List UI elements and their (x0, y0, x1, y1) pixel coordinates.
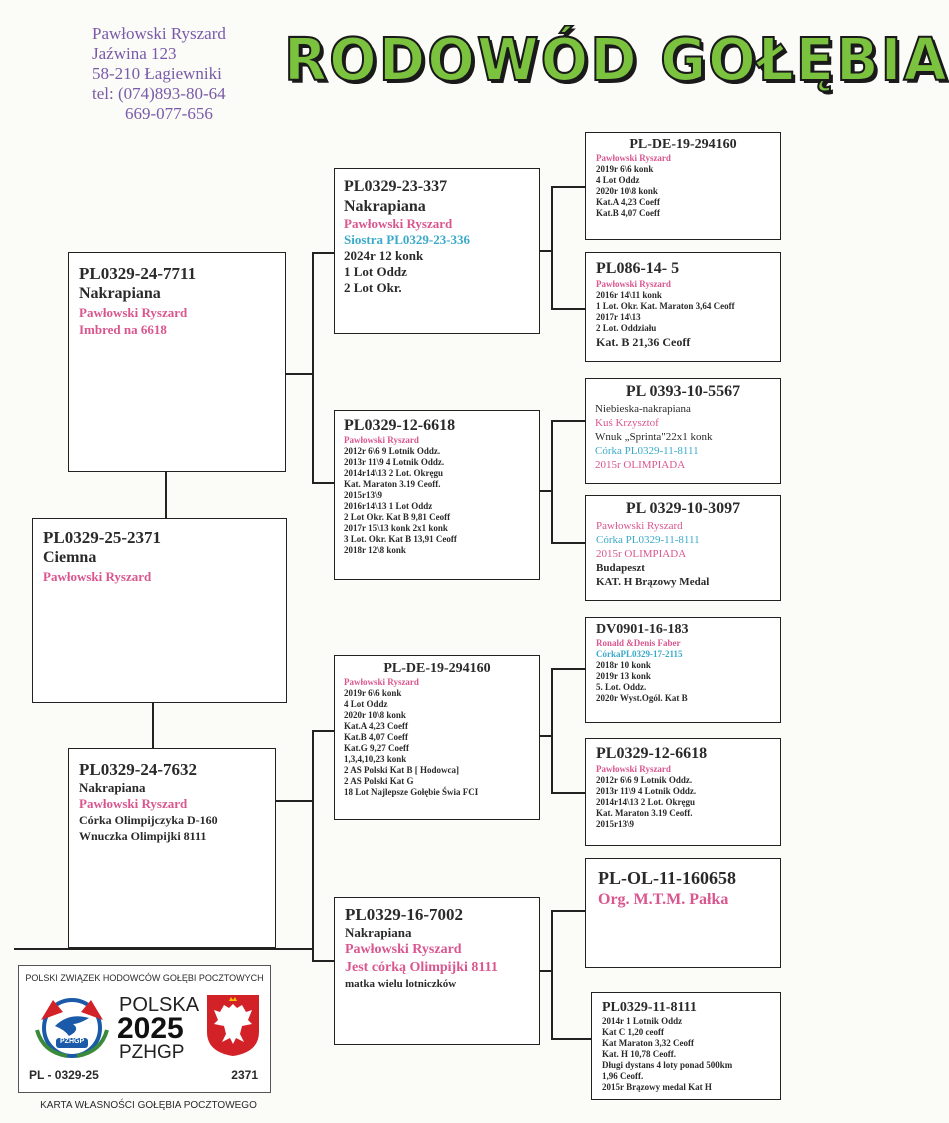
mmm-line: Kat. H 10,78 Ceoff. (602, 1049, 676, 1059)
eagle-emblem (204, 992, 262, 1058)
mf-line: 2020r 10\8 konk (344, 710, 406, 720)
ff-owner: Pawłowski Ryszard (344, 216, 453, 231)
connector (551, 668, 585, 670)
fmf-box (585, 378, 781, 484)
fm-line: 2016r14\13 1 Lot Oddz (344, 501, 433, 511)
fm-owner: Pawłowski Ryszard (344, 435, 419, 445)
mmm-line: Kat Maraton 3,32 Ceoff (602, 1038, 694, 1048)
mff-daughter: CórkaPL0329-17-2115 (596, 649, 683, 659)
ffm-big: Kat. B 21,36 Ceoff (596, 335, 691, 349)
owner-city: 58-210 Łagiewniki (92, 64, 222, 83)
fm-line: 2014r14\13 2 Lot. Okręgu (344, 468, 443, 478)
fmm-olymp: 2015r OLIMPIADA (596, 548, 687, 560)
pzhgp-logo-icon (29, 990, 115, 1062)
fm-line: 2015r13\9 (344, 490, 382, 500)
mmm-line: 1,96 Ceoff. (602, 1071, 644, 1081)
fmf-note: Wnuk „Sprinta"22x1 konk (595, 431, 713, 443)
mfm-line: 2014r14\13 2 Lot. Okręgu (596, 797, 695, 807)
mm-note: Jest córką Olimpijki 8111 (345, 960, 498, 975)
connector (285, 373, 313, 375)
ffm-ring: PL086-14- 5 (596, 260, 680, 277)
ffm-line: 2017r 14\13 (596, 312, 641, 322)
card-ring-left: PL - 0329-25 (29, 1068, 99, 1082)
fmm-medal: KAT. H Brązowy Medal (596, 576, 710, 588)
father-color: Nakrapiana (79, 285, 161, 302)
mf-line: 2 AS Polski Kat B [ Hodowca] (344, 765, 460, 775)
card-ring-right: 2371 (231, 1068, 258, 1082)
mff-line: 2019r 13 konk (596, 671, 651, 681)
mmf-box (585, 858, 781, 968)
connector (312, 730, 334, 732)
mff-ring: DV0901-16-183 (596, 622, 689, 637)
fff-line: Kat.B 4,07 Coeff (596, 208, 660, 218)
connector (312, 252, 334, 254)
fm-box (334, 410, 540, 580)
fmf-olymp: 2015r OLIMPIADA (595, 459, 686, 471)
mmm-line: Kat C 1,20 ceoff (602, 1027, 664, 1037)
fmm-daughter: Córka PL0329-11-8111 (596, 534, 700, 546)
fff-line: 4 Lot Oddz (596, 175, 640, 185)
connector (551, 542, 585, 544)
connector (551, 910, 585, 912)
mfm-line: Kat. Maraton 3.19 Ceoff. (596, 808, 693, 818)
mmf-owner: Org. M.T.M. Pałka (598, 891, 729, 908)
mfm-owner: Pawłowski Ryszard (596, 764, 671, 774)
connector (312, 482, 334, 484)
ff-ring: PL0329-23-337 (344, 178, 448, 195)
ownership-card (18, 965, 271, 1093)
mf-line: 2 AS Polski Kat G (344, 776, 414, 786)
fff-owner: Pawłowski Ryszard (596, 153, 671, 163)
connector (551, 1038, 591, 1040)
fmf-color: Niebieska-nakrapiana (595, 403, 691, 415)
mff-line: 2020r Wyst.Ogól. Kat B (596, 693, 688, 703)
mm-color: Nakrapiana (345, 925, 412, 940)
mmm-line: Długi dystans 4 loty ponad 500km (602, 1060, 733, 1070)
bird-color: Ciemna (43, 549, 97, 566)
connector (312, 960, 334, 962)
mmm-line: 2014r 1 Lotnik Oddz (602, 1016, 683, 1026)
mf-line: Kat.B 4,07 Coeff (344, 732, 408, 742)
fm-line: 2018r 12\8 konk (344, 545, 406, 555)
mfm-line: 2012r 6\6 9 Lotnik Oddz. (596, 775, 693, 785)
connector (551, 668, 553, 792)
mmm-box (591, 992, 781, 1100)
ff-line: 2 Lot Okr. (344, 280, 402, 295)
mm-note2: matka wielu lotniczków (345, 978, 457, 990)
card-year: 2025 (117, 1012, 184, 1045)
connector (165, 470, 167, 518)
father-note: Imbred na 6618 (79, 322, 167, 337)
ffm-owner: Pawłowski Ryszard (596, 279, 671, 289)
ff-color: Nakrapiana (344, 198, 426, 215)
bird-box (32, 518, 287, 703)
fmm-box (585, 495, 781, 601)
logo-text: PZHGP (60, 1038, 85, 1045)
bird-ring: PL0329-25-2371 (43, 528, 162, 547)
father-owner: Pawłowski Ryszard (79, 305, 188, 320)
mf-line: Kat.G 9,27 Coeff (344, 743, 409, 753)
ffm-line: 1 Lot. Okr. Kat. Maraton 3,64 Ceoff (596, 301, 735, 311)
card-org: PZHGP (119, 1042, 185, 1063)
fm-line: 3 Lot. Okr. Kat B 13,91 Ceoff (344, 534, 457, 544)
mm-box (334, 897, 540, 1045)
mfm-box (585, 738, 781, 846)
mf-owner: Pawłowski Ryszard (344, 677, 419, 687)
mff-owner: Ronald &Denis Faber (596, 638, 681, 648)
fff-line: 2020r 10\8 konk (596, 186, 658, 196)
fff-ring: PL-DE-19-294160 (629, 137, 737, 152)
mother-note1: Córka Olimpijczyka D-160 (79, 813, 218, 827)
mf-line: 4 Lot Oddz (344, 699, 388, 709)
connector (312, 730, 314, 960)
mother-box (68, 748, 276, 948)
bird-owner: Pawłowski Ryszard (43, 569, 152, 584)
connector (275, 800, 313, 802)
connector (551, 186, 585, 188)
mmf-ring: PL-OL-11-160658 (598, 868, 736, 888)
fm-line: 2012r 6\6 9 Lotnik Oddz. (344, 446, 441, 456)
mf-ring: PL-DE-19-294160 (383, 661, 491, 676)
mff-box (585, 617, 781, 723)
connector (551, 308, 585, 310)
ff-sibling: Siostra PL0329-23-336 (344, 232, 471, 247)
mfm-line: 2015r13\9 (596, 819, 634, 829)
mfm-ring: PL0329-12-6618 (596, 745, 708, 762)
connector (551, 910, 553, 1038)
owner-address: Jaźwina 123 (92, 44, 177, 63)
fm-line: Kat. Maraton 3.19 Ceoff. (344, 479, 441, 489)
owner-phone2: 669-077-656 (125, 104, 213, 123)
fm-line: 2 Lot Okr. Kat B 9,81 Ceoff (344, 512, 451, 522)
mother-color: Nakrapiana (79, 780, 146, 795)
fm-line: 2017r 15\13 konk 2x1 konk (344, 523, 448, 533)
fmf-ring: PL 0393-10-5567 (625, 383, 741, 400)
mf-box (334, 655, 540, 820)
connector (551, 792, 585, 794)
ff-line: 2024r 12 konk (344, 248, 424, 263)
card-header: POLSKI ZWIĄZEK HODOWCÓW GOŁĘBI POCZTOWYCH (25, 973, 264, 983)
connector (312, 252, 314, 482)
father-ring: PL0329-24-7711 (79, 264, 197, 283)
mff-line: 2018r 10 konk (596, 660, 651, 670)
mff-line: 5. Lot. Oddz. (596, 682, 647, 692)
fm-ring: PL0329-12-6618 (344, 417, 456, 434)
mm-ring: PL0329-16-7002 (345, 905, 464, 924)
card-country: POLSKA (119, 994, 200, 1016)
owner-name: Pawłowski Ryszard (92, 24, 226, 43)
divider-line (14, 948, 312, 950)
mfm-line: 2013r 11\9 4 Lotnik Oddz. (596, 786, 697, 796)
polish-eagle-icon (204, 992, 262, 1058)
connector (152, 700, 154, 748)
mmm-ring: PL0329-11-8111 (602, 1000, 697, 1015)
fmm-owner: Pawłowski Ryszard (596, 520, 683, 532)
owner-phone: tel: (074)893-80-64 (92, 84, 226, 103)
ff-line: 1 Lot Oddz (344, 264, 407, 279)
fmm-city: Budapeszt (596, 562, 645, 574)
ffm-box (585, 252, 781, 362)
fmf-owner: Kuś Krzysztof (595, 417, 659, 429)
page-title: RODOWÓD GOŁĘBIA (284, 26, 949, 95)
mf-line: Kat.A 4,23 Coeff (344, 721, 408, 731)
ff-box (334, 168, 540, 334)
ffm-line: 2016r 14\11 konk (596, 290, 662, 300)
connector (551, 420, 553, 542)
fmf-daughter: Córka PL0329-11-8111 (595, 445, 699, 457)
connector (551, 186, 553, 308)
fff-line: Kat.A 4,23 Coeff (596, 197, 660, 207)
owner-block (92, 24, 226, 124)
mf-line: 1,3,4,10,23 konk (344, 754, 407, 764)
mother-note2: Wnuczka Olimpijki 8111 (79, 829, 207, 843)
fmm-ring: PL 0329-10-3097 (625, 500, 741, 517)
mf-line: 2019r 6\6 konk (344, 688, 402, 698)
ffm-line: 2 Lot. Oddziału (596, 323, 657, 333)
mmm-line: 2015r Brązowy medal Kat H (602, 1082, 712, 1092)
mm-owner: Pawłowski Ryszard (345, 942, 462, 957)
fff-line: 2019r 6\6 konk (596, 164, 654, 174)
fm-line: 2013r 11\9 4 Lotnik Oddz. (344, 457, 445, 467)
mother-ring: PL0329-24-7632 (79, 760, 198, 779)
mf-line: 18 Lot Najlepsze Gołębie Świa FCI (344, 787, 479, 797)
mother-owner: Pawłowski Ryszard (79, 796, 188, 811)
pzhgp-logo (29, 990, 115, 1062)
connector (551, 420, 585, 422)
card-footer: KARTA WŁASNOŚCI GOŁĘBIA POCZTOWEGO (40, 1100, 257, 1111)
fff-box (585, 132, 781, 240)
father-box (68, 252, 286, 472)
